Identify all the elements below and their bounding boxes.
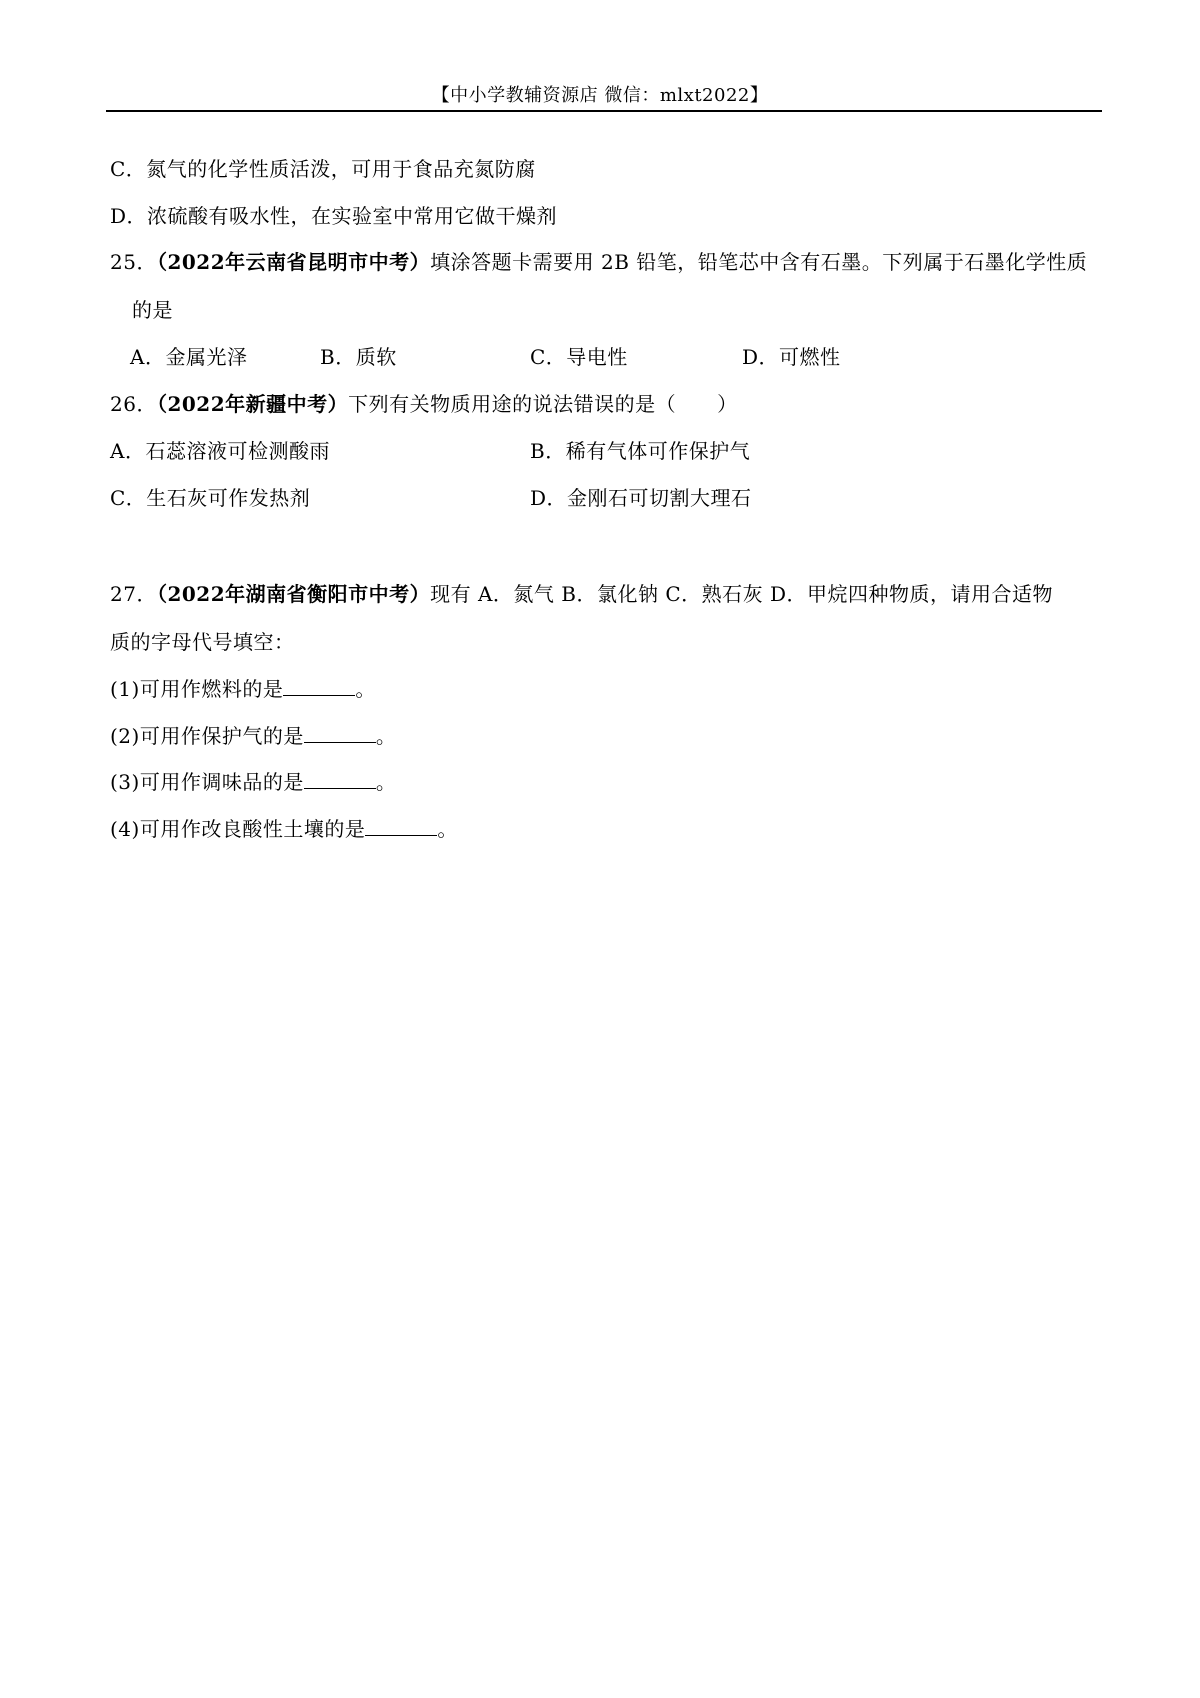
q25-option-c: C．导电性 [530,345,628,369]
q25-stem: 填涂答题卡需要用 2B 铅笔，铅笔芯中含有石墨。下列属于石墨化学性质 [430,250,1088,274]
header-divider [106,110,1102,112]
answer-blank [304,768,376,789]
q26-options-row1 [110,437,1010,465]
q25-options [130,343,1030,371]
q27-sub-1-end: 。 [355,677,376,701]
q26-source: （2022年新疆中考） [156,392,349,416]
q25-option-a: A．金属光泽 [130,345,248,369]
q27-sub-2-end: 。 [375,724,397,748]
q27-sub-1 [110,675,376,703]
q25-stem-line2: 的是 [132,298,173,322]
q25-option-d: D．可燃性 [742,345,841,369]
q27-sub-4-label: (4)可用作改良酸性土壤的是 [110,817,366,841]
answer-blank [365,815,437,836]
q27-source: （2022年湖南省衡阳市中考） [156,582,431,606]
q26-stem [110,390,738,418]
q27-sub-3-label: (3)可用作调味品的是 [110,770,304,794]
q25-source: （2022年云南省昆明市中考） [156,250,431,274]
page-header: 【中小学教辅资源店 微信：mlxt2022】 [431,85,769,106]
q27-stem-line2: 质的字母代号填空： [110,630,295,654]
q26-option-a: A．石蕊溶液可检测酸雨 [110,439,330,463]
q27-sub-3-end: 。 [375,770,397,794]
q26-option-d: D．金刚石可切割大理石 [530,486,752,510]
q25-stem-line1 [110,248,1087,276]
q27-sub-2 [110,722,396,750]
q27-stem-line1 [110,580,1053,608]
q26-option-c: C．生石灰可作发热剂 [110,486,311,510]
q25-option-b: B．质软 [320,345,397,369]
q26-option-b: B．稀有气体可作保护气 [530,439,751,463]
q27-sub-4 [110,815,458,843]
answer-blank [283,675,355,696]
prev-option-c: C．氮气的化学性质活泼，可用于食品充氮防腐 [110,157,536,181]
q27-sub-3 [110,768,396,796]
prev-option-d: D．浓硫酸有吸水性，在实验室中常用它做干燥剂 [110,204,558,228]
q27-sub-4-end: 。 [437,817,458,841]
q26-stem-text: 下列有关物质用途的说法错误的是（ ） [348,392,738,416]
q27-number: 27． [110,582,157,606]
q27-stem: 现有 A．氮气 B．氯化钠 C．熟石灰 D．甲烷四种物质，请用合适物 [430,582,1054,606]
q26-options-row2 [110,484,1010,512]
q27-sub-1-label: (1)可用作燃料的是 [110,677,284,701]
q25-number: 25． [110,250,157,274]
answer-blank [304,722,376,743]
q26-number: 26． [110,392,157,416]
q27-sub-2-label: (2)可用作保护气的是 [110,724,304,748]
